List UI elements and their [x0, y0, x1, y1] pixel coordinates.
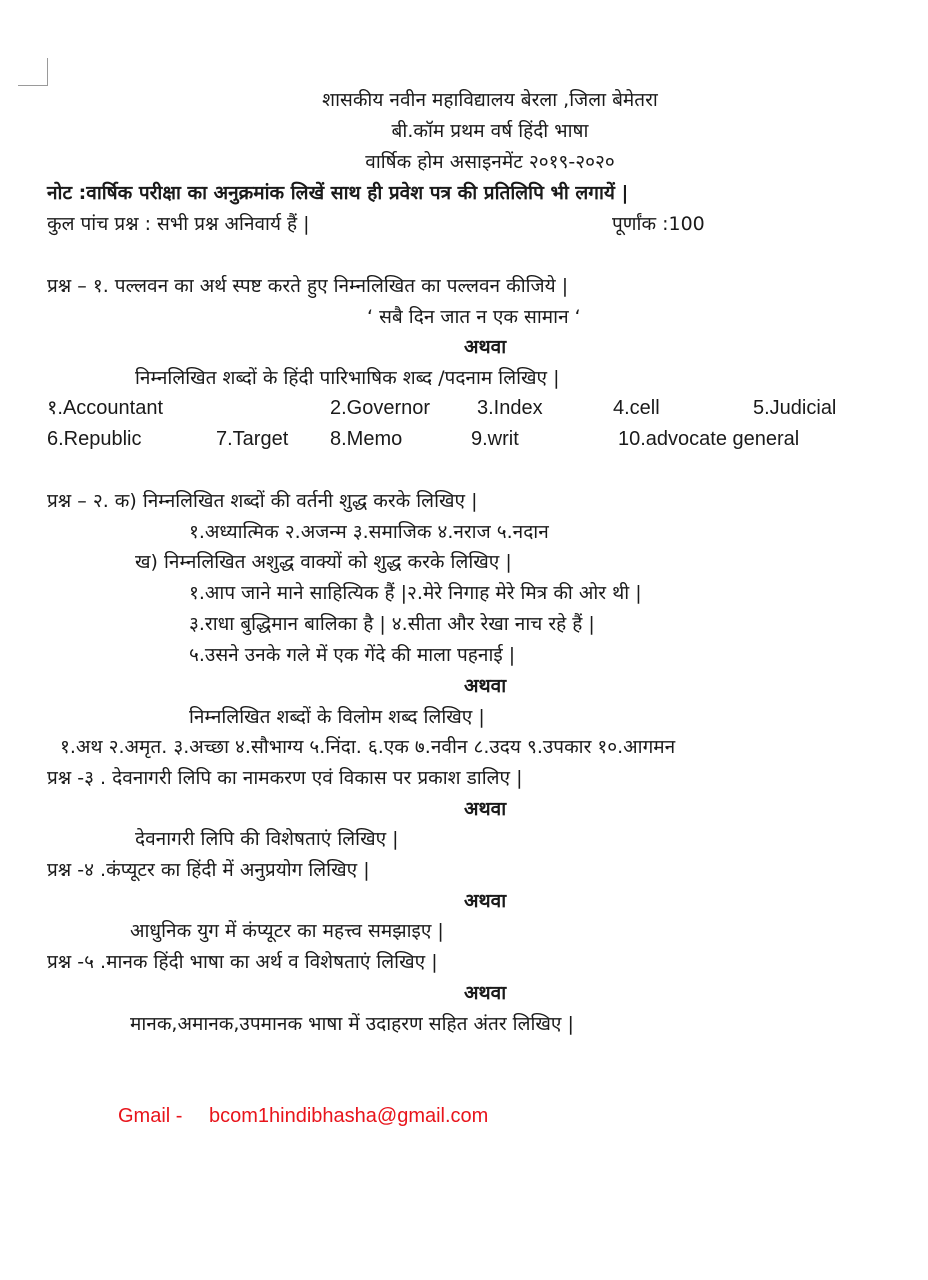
q2-sentences-1: १.आप जाने माने साहित्यिक हैं |२.मेरे निगाह मेरे मित्र की ओर थी |	[189, 582, 642, 604]
term-8: 8.Memo	[330, 428, 403, 450]
q2-alternative: निम्नलिखित शब्दों के विलोम शब्द लिखिए |	[189, 706, 485, 728]
question-2: प्रश्न – २. क) निम्नलिखित शब्दों की वर्तनी शुद्ध करके लिखिए |	[47, 490, 478, 512]
college-name: शासकीय नवीन महाविद्यालय बेरला ,जिला बेमेतरा	[322, 89, 658, 111]
q2-sentences-2: ३.राधा बुद्धिमान बालिका है | ४.सीता और रेखा नाच रहे हैं |	[189, 613, 595, 635]
q2-sentences-3: ५.उसने उनके गले में एक गेंदे की माला पहनाई |	[189, 644, 516, 666]
or-label: अथवा	[464, 675, 507, 697]
q2-antonym-words: १.अथ २.अमृत. ३.अच्छा ४.सौभाग्य ५.निंदा. ६.एक ७.नवीन ८.उदय ९.उपकार १०.आगमन	[60, 736, 676, 758]
question-3: प्रश्न -३ . देवनागरी लिपि का नामकरण एवं विकास पर प्रकाश डालिए |	[47, 767, 523, 789]
term-7: 7.Target	[216, 428, 289, 450]
q5-alternative: मानक,अमानक,उपमानक भाषा में उदाहरण सहित अंतर लिखिए |	[130, 1013, 574, 1035]
question-5: प्रश्न -५ .मानक हिंदी भाषा का अर्थ व विशेषताएं लिखिए |	[47, 951, 438, 973]
page-corner-mark	[18, 58, 48, 86]
term-2: 2.Governor	[330, 397, 431, 419]
term-4: 4.cell	[613, 397, 660, 419]
q2-sub-b: ख) निम्नलिखित अशुद्ध वाक्यों को शुद्ध करके लिखिए |	[135, 551, 512, 573]
term-3: 3.Index	[477, 397, 543, 419]
q1-quote: ‘ सबै दिन जात न एक सामान ‘	[367, 306, 581, 328]
assignment-title: वार्षिक होम असाइनमेंट २०१९-२०२०	[365, 151, 615, 173]
exam-note: नोट :वार्षिक परीक्षा का अनुक्रमांक लिखें साथ ही प्रवेश पत्र की प्रतिलिपि भी लगायें |	[47, 182, 629, 204]
term-10: 10.advocate general	[618, 428, 800, 450]
term-9: 9.writ	[471, 428, 519, 450]
gmail-label: Gmail -	[118, 1105, 183, 1127]
or-label: अथवा	[464, 336, 507, 358]
term-6: 6.Republic	[47, 428, 142, 450]
q4-alternative: आधुनिक युग में कंप्यूटर का महत्त्व समझाइए |	[130, 920, 444, 942]
instructions: कुल पांच प्रश्न : सभी प्रश्न अनिवार्य हैं |	[47, 213, 310, 235]
or-label: अथवा	[464, 798, 507, 820]
q3-alternative: देवनागरी लिपि की विशेषताएं लिखिए |	[135, 828, 399, 850]
question-4: प्रश्न -४ .कंप्यूटर का हिंदी में अनुप्रयोग लिखिए |	[47, 859, 370, 881]
q2-words: १.अध्यात्मिक २.अजन्म ३.समाजिक ४.नराज ५.नदान	[189, 521, 549, 543]
gmail-address[interactable]: bcom1hindibhasha@gmail.com	[209, 1105, 489, 1127]
question-1: प्रश्न – १. पल्लवन का अर्थ स्पष्ट करते हुए निम्नलिखित का पल्लवन कीजिये |	[47, 275, 569, 297]
term-1: १.Accountant	[47, 397, 164, 419]
or-label: अथवा	[464, 890, 507, 912]
q1-alternative: निम्नलिखित शब्दों के हिंदी पारिभाषिक शब्द /पदनाम लिखिए |	[135, 367, 560, 389]
term-5: 5.Judicial	[753, 397, 837, 419]
or-label: अथवा	[464, 982, 507, 1004]
course-title: बी.कॉम प्रथम वर्ष हिंदी भाषा	[391, 120, 589, 142]
full-marks: पूर्णांक :100	[612, 213, 705, 235]
